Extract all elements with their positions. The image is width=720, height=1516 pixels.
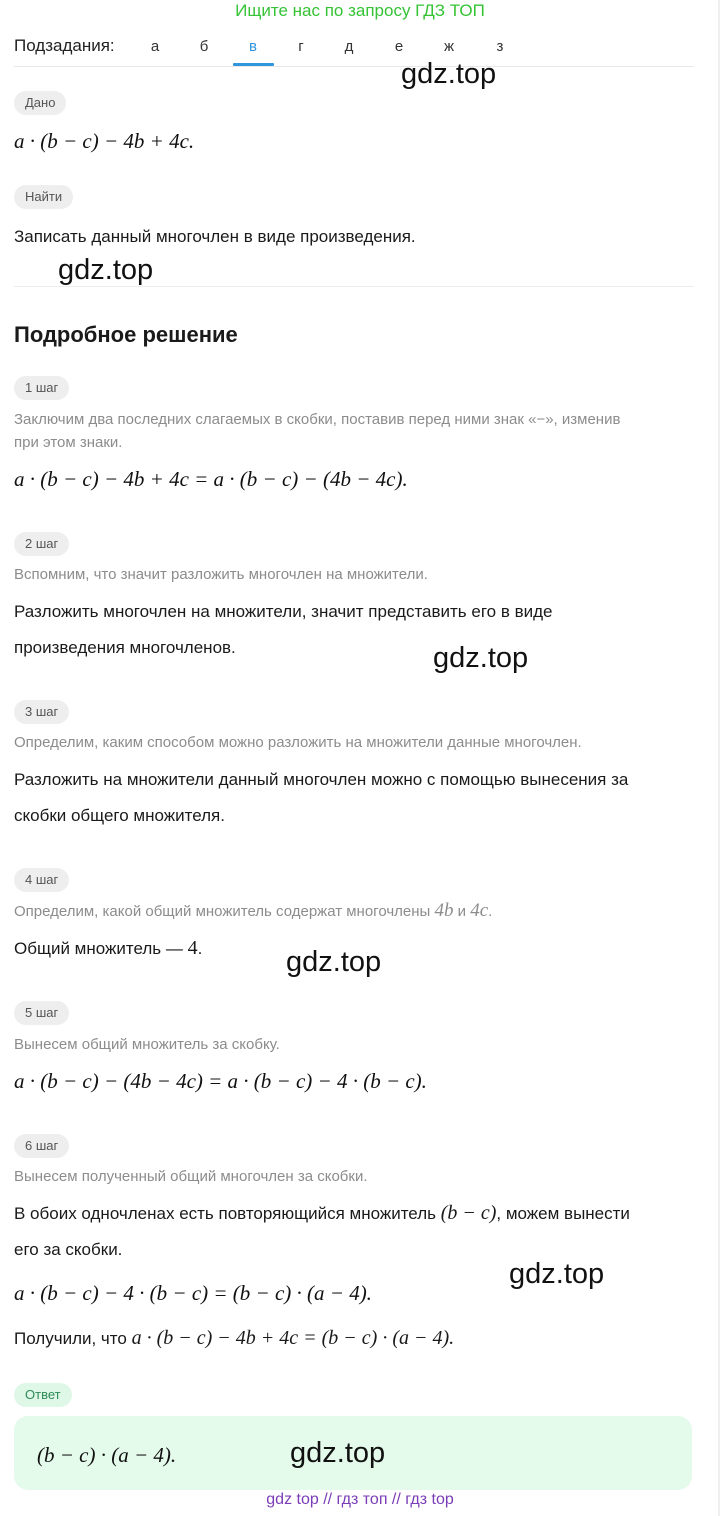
step-1-badge: 1 шаг bbox=[14, 376, 69, 400]
step-5-formula: a · (b − c) − (4b − 4c) = a · (b − c) − 4 · (b − c). bbox=[14, 1069, 427, 1093]
step-2-text-line2: произведения многочленов. bbox=[14, 638, 236, 657]
tabs-divider bbox=[14, 66, 694, 67]
step-6-formula: a · (b − c) − 4 · (b − c) = (b − c) · (a − 4). bbox=[14, 1281, 372, 1305]
subtasks-label: Подзадания: bbox=[14, 36, 115, 55]
tab-e[interactable]: е bbox=[394, 38, 404, 55]
tab-z[interactable]: з bbox=[496, 38, 504, 55]
step-5-hint: Вынесем общий множитель за скобку. bbox=[14, 1036, 280, 1053]
watermark: gdz.top bbox=[58, 254, 154, 286]
tab-b[interactable]: б bbox=[199, 38, 209, 55]
given-expression: a · (b − c) − 4b + 4c. bbox=[14, 129, 195, 153]
step-3-text-line2: скобки общего множителя. bbox=[14, 806, 225, 825]
step-3-hint: Определим, каким способом можно разложить на множители данные многочлен. bbox=[14, 734, 582, 751]
search-banner[interactable]: Ищите нас по запросу ГДЗ ТОП bbox=[235, 1, 485, 20]
answer-badge: Ответ bbox=[14, 1383, 72, 1407]
answer-expression: (b − c) · (a − 4). bbox=[37, 1443, 177, 1467]
step-6-text-line2: его за скобки. bbox=[14, 1240, 123, 1259]
tab-zh[interactable]: ж bbox=[443, 38, 455, 55]
watermark: gdz.top bbox=[401, 58, 497, 90]
watermark: gdz.top bbox=[433, 642, 529, 674]
watermark: gdz.top bbox=[509, 1258, 605, 1290]
step-6-hint: Вынесем полученный общий многочлен за скобки. bbox=[14, 1168, 368, 1185]
step-6-text-line1: В обоих одночленах есть повторяющийся множитель (b − c), можем вынести bbox=[14, 1202, 630, 1224]
find-badge: Найти bbox=[14, 185, 73, 209]
watermark: gdz.top bbox=[290, 1437, 386, 1469]
step-1-hint-line2: при этом знаки. bbox=[14, 434, 123, 451]
step-2-badge: 2 шаг bbox=[14, 532, 69, 556]
tab-g[interactable]: г bbox=[298, 38, 304, 55]
step-3-badge: 3 шаг bbox=[14, 700, 69, 724]
step-1-hint-line1: Заключим два последних слагаемых в скобки, поставив перед ними знак «−», изменив bbox=[14, 411, 621, 428]
step-4-hint: Определим, какой общий множитель содержат многочлены 4b и 4c. bbox=[14, 900, 493, 921]
given-badge: Дано bbox=[14, 91, 66, 115]
step-4-text: Общий множитель — 4. bbox=[14, 937, 203, 959]
step-3-text-line1: Разложить на множители данный многочлен можно с помощью вынесения за bbox=[14, 770, 629, 789]
tab-v[interactable]: в bbox=[249, 38, 257, 55]
step-1-formula: a · (b − c) − 4b + 4c = a · (b − c) − (4b − 4c). bbox=[14, 467, 408, 491]
solution-title: Подробное решение bbox=[14, 322, 238, 347]
tab-d[interactable]: д bbox=[344, 38, 354, 55]
watermark: gdz.top bbox=[286, 946, 382, 978]
step-4-badge: 4 шаг bbox=[14, 868, 69, 892]
find-text: Записать данный многочлен в виде произведения. bbox=[14, 227, 416, 246]
tab-a[interactable]: а bbox=[150, 38, 160, 55]
step-6-result: Получили, что a · (b − c) − 4b + 4c = (b − c) · (a − 4). bbox=[14, 1327, 455, 1349]
footer-links[interactable]: gdz top // гдз топ // гдз top bbox=[266, 1491, 454, 1508]
step-2-text-line1: Разложить многочлен на множители, значит представить его в виде bbox=[14, 602, 553, 621]
step-2-hint: Вспомним, что значит разложить многочлен на множители. bbox=[14, 566, 428, 583]
step-5-badge: 5 шаг bbox=[14, 1001, 69, 1025]
step-6-badge: 6 шаг bbox=[14, 1134, 69, 1158]
